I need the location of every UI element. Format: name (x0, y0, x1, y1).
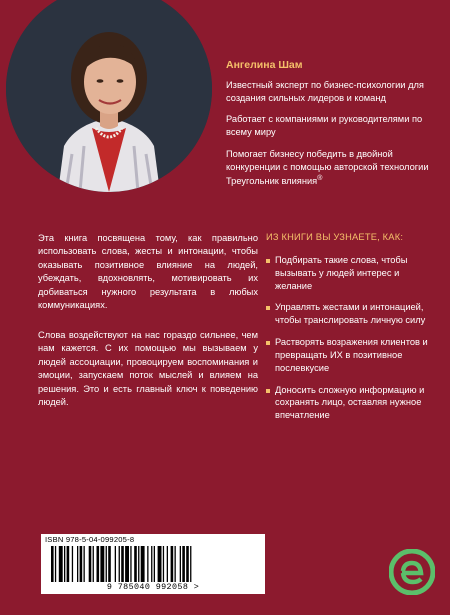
barcode-bar (163, 546, 164, 582)
author-portrait (6, 0, 212, 192)
barcode-bar (190, 546, 191, 582)
book-description (38, 232, 258, 426)
barcode-bars (51, 546, 255, 582)
barcode-bar (106, 546, 107, 582)
barcode-digits: 9 785040 992058 > (106, 582, 200, 592)
description-paragraph-2: Слова воздействуют на нас гораздо сильнее, чем нам кажется. С их помощью мы вызываем у людей ассоциации, провоцируем воспоминания и эмоции, запускаем поток мыслей и влияем на решения. Это и есть главный ключ к поведению людей. (38, 329, 258, 408)
barcode-bar (119, 546, 120, 582)
barcode-bar (93, 546, 94, 582)
barcode-bar (72, 546, 73, 582)
barcode-bar (141, 546, 145, 582)
author-bio-2: Работает с компаниями и руководителями по всему миру (226, 114, 423, 138)
barcode-bar (130, 546, 131, 582)
barcode-bar (171, 546, 174, 582)
barcode-bar (167, 546, 168, 582)
barcode-bar (154, 546, 155, 582)
barcode-bar (89, 546, 92, 582)
barcode-bar (84, 546, 85, 582)
barcode-bar (59, 546, 63, 582)
barcode-bar (97, 546, 100, 582)
isbn-text: ISBN 978-5-04-099205-8 (45, 535, 135, 544)
description-paragraph-1: Эта книга посвящена тому, как правильно использовать слова, жесты и интонации, чтобы оказывать позитивное влияние на людей, убеждать, вдохновлять, мотивировать их добиваться нужного результата в любых коммуникациях. (38, 233, 258, 311)
barcode-bar (67, 546, 70, 582)
barcode-bar (182, 546, 185, 582)
barcode-bar (151, 546, 152, 582)
barcode-bar (115, 546, 116, 582)
isbn-barcode (41, 534, 265, 594)
author-bio-3: Помогает бизнесу победить в двойной конкуренции с помощью авторской технологии Треугольник влияния (226, 148, 429, 187)
barcode-bar (64, 546, 65, 582)
barcode-bar (147, 546, 148, 582)
barcode-bar (77, 546, 78, 582)
barcode-bar (175, 546, 176, 582)
learn-item-3: Растворять возражения клиентов и превращать ИХ в позитивное послевкусие (266, 336, 434, 374)
barcode-bar (134, 546, 137, 582)
barcode-bar (100, 546, 104, 582)
learn-item-4: Доносить сложную информацию и сохранять лицо, оставляя нужное впечатление (266, 384, 434, 422)
barcode-bar (125, 546, 129, 582)
learn-item-2: Управлять жестами и интонацией, чтобы транслировать личную силу (266, 301, 434, 327)
learn-heading: ИЗ КНИГИ ВЫ УЗНАЕТЕ, КАК: (266, 232, 404, 242)
learn-item-1: Подбирать такие слова, чтобы вызывать у людей интерес и желание (266, 254, 434, 292)
author-block (226, 58, 434, 196)
barcode-bar (121, 546, 124, 582)
learn-list (266, 254, 434, 431)
publisher-logo-icon (389, 549, 435, 595)
barcode-bar (55, 546, 56, 582)
barcode-bar (108, 546, 111, 582)
trademark-mark: ® (317, 175, 323, 183)
barcode-bar (158, 546, 162, 582)
barcode-bar (138, 546, 139, 582)
author-bio-3-wrap (226, 148, 434, 189)
barcode-bar (180, 546, 181, 582)
barcode-bar (186, 546, 189, 582)
author-bio-1: Известный эксперт по бизнес-психологии для создания сильных лидеров и команд (226, 79, 424, 104)
author-name: Ангелина Шам (226, 59, 303, 71)
barcode-bar (80, 546, 83, 582)
barcode-bar (51, 546, 54, 582)
